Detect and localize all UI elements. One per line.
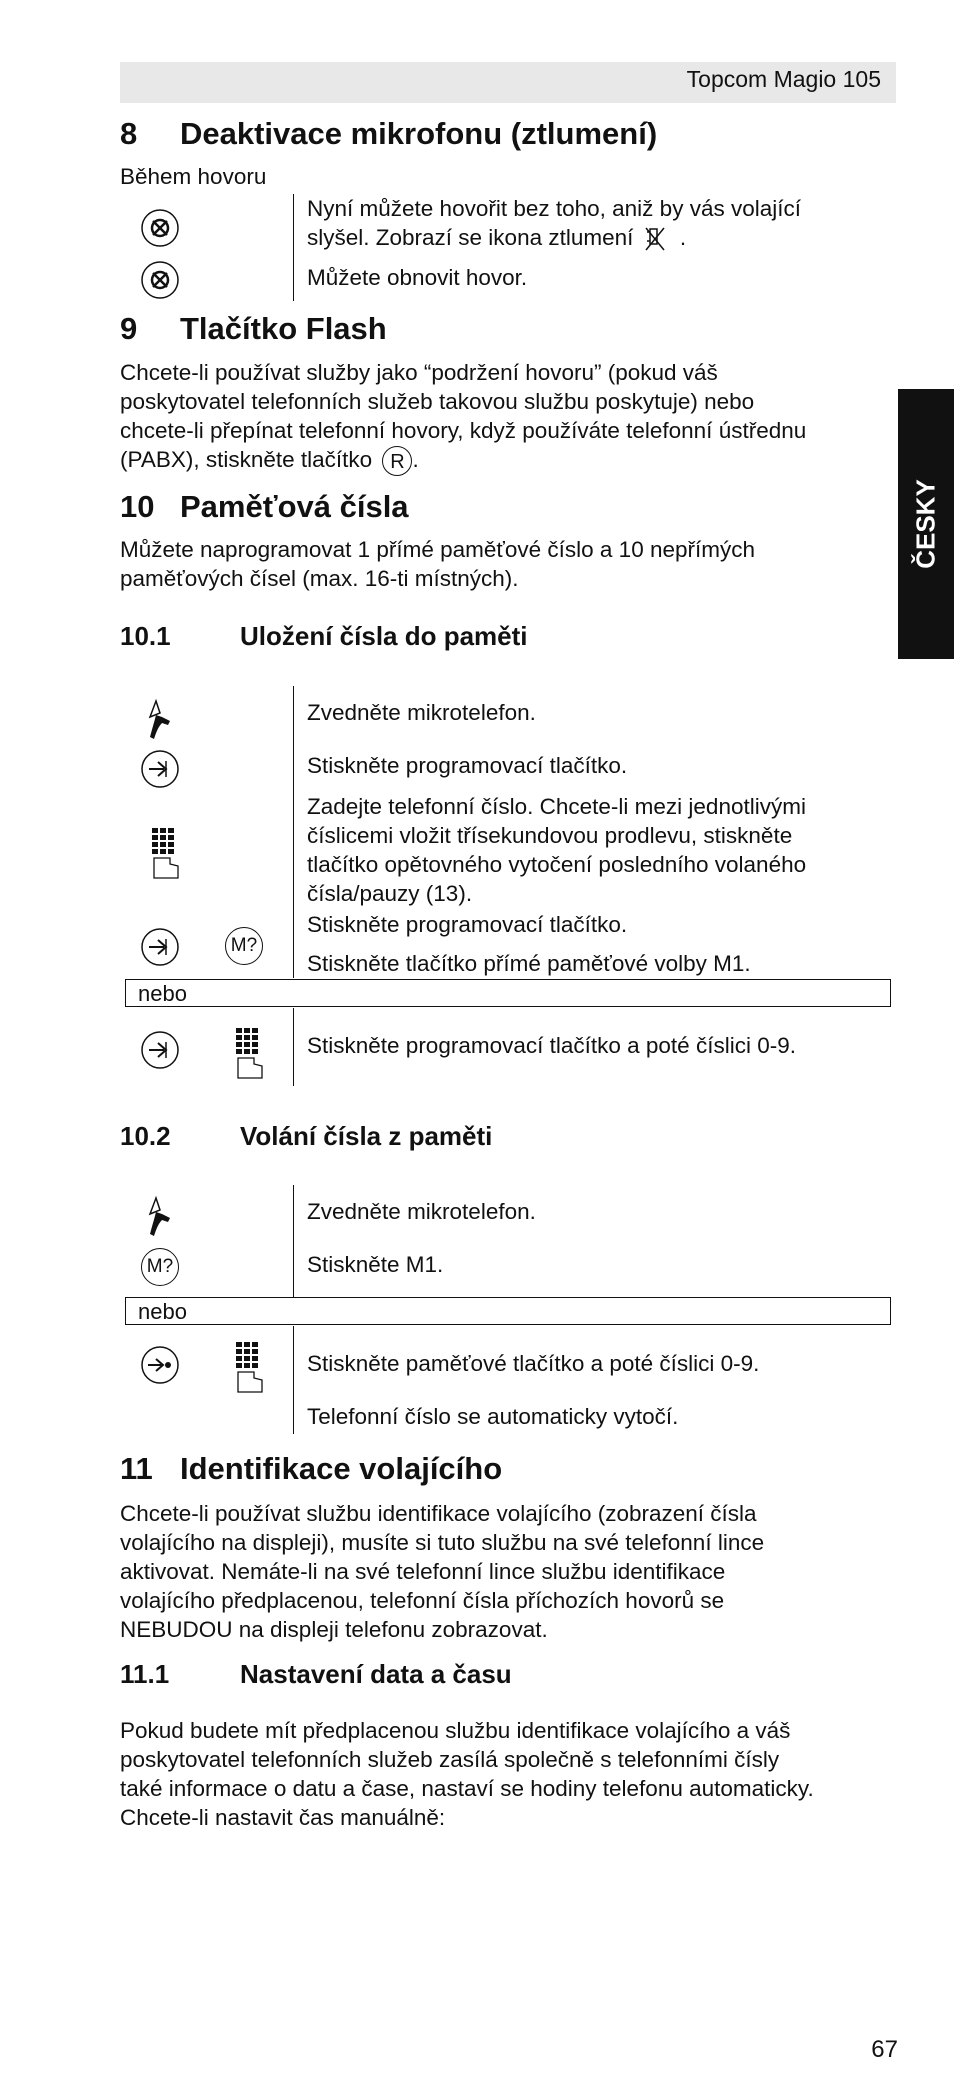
language-tab <box>898 389 954 659</box>
section-title: Paměťová čísla <box>180 489 409 524</box>
sec8-step1-line2 <box>307 223 887 254</box>
sec9-line4-text: (PABX), stiskněte tlačítko <box>120 447 373 472</box>
section-number: 9 <box>120 311 138 346</box>
sec10-2-step1: Zvedněte mikrotelefon. <box>307 1199 536 1224</box>
subsection-number: 10.2 <box>120 1121 171 1151</box>
m1-key-label: M? <box>230 935 258 956</box>
m1-key-icon <box>225 927 263 965</box>
sec9-line: poskytovatel telefonních služeb takovou službu poskytuje) nebo <box>120 389 755 414</box>
sec10-2-step2: Stiskněte M1. <box>307 1252 444 1277</box>
page-header <box>120 62 896 103</box>
sec10-1-step6: Stiskněte programovací tlačítko a poté číslici 0-9. <box>307 1033 796 1058</box>
sec11-line: volajícího předplacenou, telefonní čísla příchozích hovorů se <box>120 1588 725 1613</box>
sec11-line: aktivovat. Nemáte-li na své telefonní lince službu identifikace <box>120 1559 726 1584</box>
m1-key-label: M? <box>146 1256 174 1277</box>
section-number: 10 <box>120 489 155 524</box>
page-number: 67 <box>871 2036 898 2063</box>
section-title: Deaktivace mikrofonu (ztlumení) <box>180 116 658 151</box>
section-8-heading <box>120 116 657 152</box>
sec10-2-step4: Telefonní číslo se automaticky vytočí. <box>307 1404 679 1429</box>
sec11-1-line: Pokud budete mít předplacenou službu identifikace volajícího a váš <box>120 1718 791 1743</box>
sec8-step2: Můžete obnovit hovor. <box>307 265 528 290</box>
mute-key-icon <box>140 208 180 248</box>
step-divider <box>293 1185 294 1297</box>
sec9-body <box>120 358 900 476</box>
keypad-icon <box>232 1026 266 1082</box>
sec10-line: Můžete naprogramovat 1 přímé paměťové číslo a 10 nepřímých <box>120 537 755 562</box>
language-tab-label: ČESKY <box>910 479 941 569</box>
subsection-title: Uložení čísla do paměti <box>240 621 528 651</box>
sec11-1-line: také informace o datu a čase, nastaví se hodiny telefonu automaticky. <box>120 1776 814 1801</box>
section-10-1-heading <box>120 621 528 652</box>
program-key-icon <box>140 1030 180 1070</box>
sec9-line4-end: . <box>412 447 419 472</box>
subsection-number: 11.1 <box>120 1659 170 1689</box>
sec11-line: Chcete-li používat službu identifikace volajícího (zobrazení čísla <box>120 1501 757 1526</box>
sec10-1-step3 <box>307 792 887 908</box>
section-title: Tlačítko Flash <box>180 311 387 346</box>
subsection-title: Nastavení data a času <box>240 1659 512 1689</box>
step-divider <box>293 1008 294 1086</box>
section-11-heading <box>120 1451 502 1487</box>
sec10-1-step2: Stiskněte programovací tlačítko. <box>307 753 628 778</box>
section-9-heading <box>120 311 387 347</box>
program-key-icon <box>140 749 180 789</box>
handset-off-hook-icon <box>142 697 178 745</box>
sec8-step1-line2-text: slyšel. Zobrazí se ikona ztlumení <box>307 225 634 250</box>
sec11-body <box>120 1499 900 1644</box>
handset-off-hook-icon <box>142 1194 178 1242</box>
sec8-step1-end: . <box>679 225 687 250</box>
sec8-step1 <box>307 194 887 254</box>
sec10-1-step3-line: číslicemi vložit třísekundovou prodlevu, stiskněte <box>307 823 793 848</box>
step-divider <box>293 686 294 978</box>
memory-key-icon <box>140 1345 180 1385</box>
sec11-1-line: poskytovatel telefonních služeb zasílá společně s telefonními čísly <box>120 1747 780 1772</box>
sec11-line: volajícího na displeji), musíte si tuto službu na své telefonní lince <box>120 1530 765 1555</box>
sec10-1-step3-line: čísla/pauzy (13). <box>307 881 473 906</box>
mute-key-icon <box>140 260 180 300</box>
alternative-divider <box>125 979 891 1007</box>
sec9-line <box>120 445 900 476</box>
sec10-2-step3: Stiskněte paměťové tlačítko a poté číslici 0-9. <box>307 1351 760 1376</box>
nebo-label: nebo <box>138 1299 187 1324</box>
subsection-number: 10.1 <box>120 621 171 651</box>
section-title: Identifikace volajícího <box>180 1451 503 1486</box>
alternative-divider <box>125 1297 891 1325</box>
section-11-1-heading <box>120 1659 512 1690</box>
sec11-line: NEBUDOU na displeji telefonu zobrazovat. <box>120 1617 548 1642</box>
sec10-body <box>120 535 900 593</box>
sec10-1-step4: Stiskněte programovací tlačítko. <box>307 912 628 937</box>
r-key-label: R <box>390 451 405 474</box>
keypad-icon <box>148 826 182 882</box>
section-number: 8 <box>120 116 138 151</box>
sec11-1-line: Chcete-li nastavit čas manuálně: <box>120 1805 446 1830</box>
keypad-icon <box>232 1340 266 1396</box>
sec10-1-step3-line: tlačítko opětovného vytočení posledního volaného <box>307 852 807 877</box>
sec9-line: Chcete-li používat služby jako “podržení hovoru” (pokud váš <box>120 360 718 385</box>
program-key-icon <box>140 927 180 967</box>
header-title: Topcom Magio 105 <box>686 66 881 92</box>
r-key-icon <box>382 446 412 476</box>
nebo-label: nebo <box>138 981 187 1006</box>
step-divider <box>293 1326 294 1434</box>
section-10-2-heading <box>120 1121 492 1152</box>
sec8-intro: Během hovoru <box>120 164 267 189</box>
subsection-title: Volání čísla z paměti <box>240 1121 493 1151</box>
section-number: 11 <box>120 1451 153 1486</box>
sec10-1-step5: Stiskněte tlačítko přímé paměťové volby M1. <box>307 951 751 976</box>
section-10-heading <box>120 489 409 525</box>
m1-key-icon <box>141 1248 179 1286</box>
mute-icon <box>640 224 674 254</box>
sec9-line: chcete-li přepínat telefonní hovory, když používáte telefonní ústřednu <box>120 418 807 443</box>
sec11-1-body <box>120 1716 900 1832</box>
sec10-1-step3-line: Zadejte telefonní číslo. Chcete-li mezi jednotlivými <box>307 794 806 819</box>
sec8-step1-line1: Nyní můžete hovořit bez toho, aniž by vás volající <box>307 196 801 221</box>
sec10-line: paměťových čísel (max. 16-ti místných). <box>120 566 519 591</box>
sec10-1-step1: Zvedněte mikrotelefon. <box>307 700 536 725</box>
step-divider <box>293 194 294 301</box>
